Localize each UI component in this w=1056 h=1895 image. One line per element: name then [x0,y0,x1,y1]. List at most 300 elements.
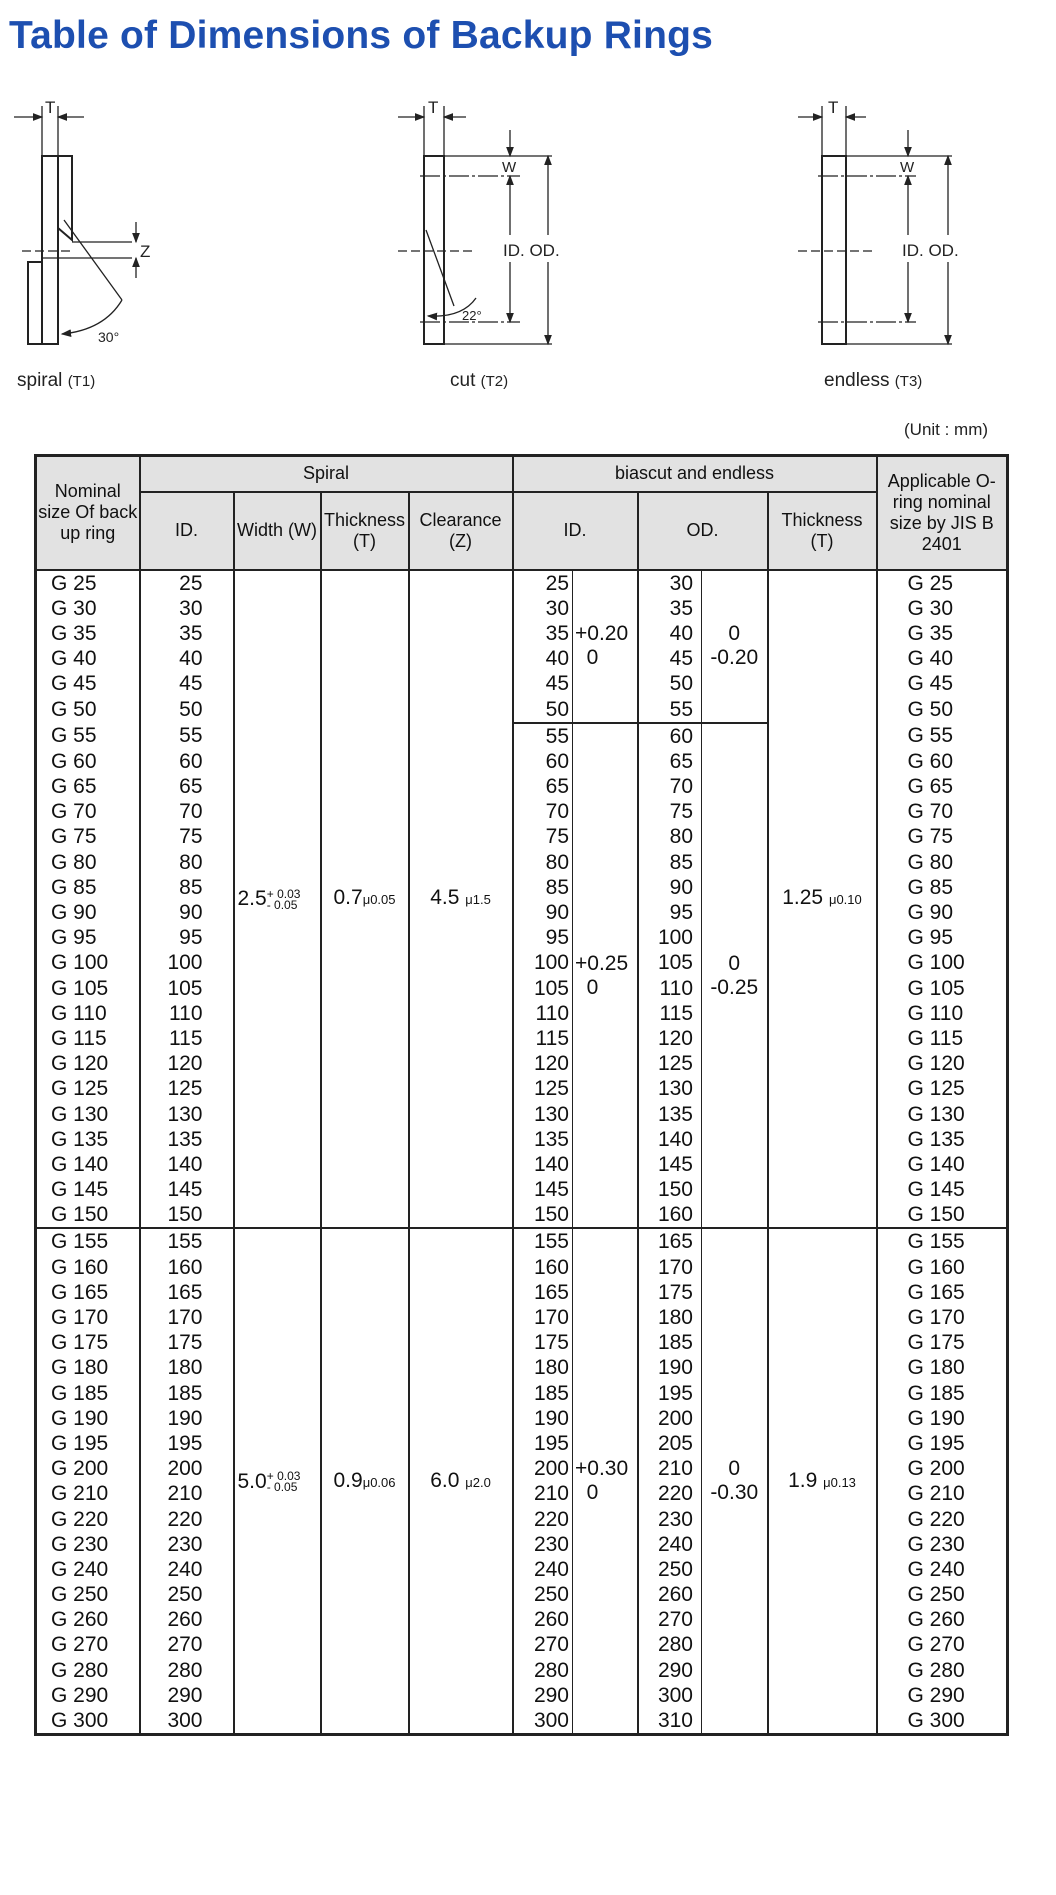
spiral-id-cell: 150 [140,1202,234,1228]
spiral-id-cell: 120 [140,1051,234,1076]
table-row [36,570,1008,596]
bias-id-cell: 100 [513,950,573,975]
bias-od-cell: 195 [638,1381,702,1406]
bias-od-cell: 100 [638,925,702,950]
nominal-size-cell: G 180 [36,1355,140,1380]
bias-id-cell: 160 [513,1255,573,1280]
bias-id-cell: 280 [513,1658,573,1683]
od-tolerance-cell [702,1228,768,1734]
z-label: Z [140,242,151,261]
bias-id-cell: 50 [513,696,573,722]
angle-label: 22° [462,308,482,323]
nominal-size-cell: G 80 [36,850,140,875]
spiral-id-cell: 170 [140,1305,234,1330]
value-part: 2.5 [237,887,267,911]
bias-od-cell: 190 [638,1355,702,1380]
oring-size-cell: G 70 [877,799,1008,824]
bias-id-cell: 80 [513,850,573,875]
backup-ring-dimensions-table [34,454,1009,1736]
width-tolerance [266,886,301,912]
nominal-size-cell: G 135 [36,1127,140,1152]
bias-od-cell: 200 [638,1406,702,1431]
id-od-label: ID. OD. [902,241,959,260]
nominal-size-cell: G 185 [36,1381,140,1406]
bias-id-cell: 190 [513,1406,573,1431]
bias-od-cell: 145 [638,1152,702,1177]
nominal-size-cell: G 165 [36,1280,140,1305]
oring-size-cell: G 180 [877,1355,1008,1380]
value-part: 1.25 [782,886,829,910]
oring-size-cell: G 40 [877,646,1008,671]
bias-od-cell: 55 [638,696,702,722]
oring-size-cell: G 60 [877,749,1008,774]
value-part: 4.5 [430,886,466,910]
oring-size-cell: G 80 [877,850,1008,875]
spiral-id-cell: 165 [140,1280,234,1305]
bias-id-cell: 40 [513,646,573,671]
bias-od-cell: 300 [638,1683,702,1708]
spiral-id-cell: 270 [140,1632,234,1657]
nominal-size-cell: G 65 [36,774,140,799]
bias-id-cell: 290 [513,1683,573,1708]
value-part: 0.9 [333,1468,363,1492]
oring-size-cell: G 240 [877,1557,1008,1582]
bias-id-cell: 270 [513,1632,573,1657]
bias-id-cell: 250 [513,1582,573,1607]
bias-id-cell: 90 [513,900,573,925]
nominal-size-cell: G 75 [36,824,140,849]
oring-size-cell: G 220 [877,1506,1008,1531]
value-part: +0.25 [575,951,629,975]
value-part: 0.03 [277,1469,301,1484]
spiral-id-cell: 35 [140,621,234,646]
bias-od-cell: 250 [638,1557,702,1582]
bias-od-cell: 185 [638,1330,702,1355]
nominal-size-cell: G 290 [36,1683,140,1708]
value-part: μ2.0 [465,1474,491,1490]
bias-id-cell: 75 [513,824,573,849]
bias-id-cell: 95 [513,925,573,950]
endless-diagram [798,106,952,344]
bias-od-cell: 120 [638,1026,702,1051]
spiral-id-cell: 30 [140,596,234,621]
oring-size-cell: G 120 [877,1051,1008,1076]
header-bias-id: ID. [513,492,638,570]
bias-thickness-cell [768,570,877,1229]
bias-od-cell: 110 [638,976,702,1001]
spiral-id-cell: 95 [140,925,234,950]
header-spiral: Spiral [140,456,513,492]
oring-size-cell: G 190 [877,1406,1008,1431]
value-part: +0.20 [575,622,629,646]
bias-id-cell: 35 [513,621,573,646]
bias-od-cell: 115 [638,1001,702,1026]
nominal-size-cell: G 50 [36,696,140,722]
oring-size-cell: G 135 [877,1127,1008,1152]
spiral-id-cell: 40 [140,646,234,671]
nominal-size-cell: G 35 [36,621,140,646]
bias-id-cell: 180 [513,1355,573,1380]
value-part: 0 [728,1457,741,1481]
bias-id-cell: 25 [513,570,573,596]
oring-size-cell: G 65 [877,774,1008,799]
bias-id-cell: 155 [513,1228,573,1254]
oring-size-cell: G 85 [877,875,1008,900]
oring-size-cell: G 260 [877,1607,1008,1632]
oring-size-cell: G 75 [877,824,1008,849]
nominal-size-cell: G 300 [36,1708,140,1735]
nominal-size-cell: G 30 [36,596,140,621]
bias-od-cell: 240 [638,1532,702,1557]
bias-id-cell: 145 [513,1177,573,1202]
spiral-id-cell: 85 [140,875,234,900]
od-tolerance-cell [702,723,768,1229]
id-od-label: ID. OD. [503,241,560,260]
spiral-id-cell: 220 [140,1506,234,1531]
nominal-size-cell: G 210 [36,1481,140,1506]
oring-size-cell: G 170 [877,1305,1008,1330]
bias-id-cell: 230 [513,1532,573,1557]
oring-size-cell: G 185 [877,1381,1008,1406]
spiral-id-cell: 55 [140,723,234,749]
bias-id-cell: 210 [513,1481,573,1506]
spiral-id-cell: 240 [140,1557,234,1582]
spiral-id-cell: 75 [140,824,234,849]
bias-id-cell: 140 [513,1152,573,1177]
clearance-cell [409,570,513,1229]
bias-id-cell: 200 [513,1456,573,1481]
value-part: 6.0 [430,1468,466,1492]
width-cell [234,1228,321,1734]
bias-id-cell: 115 [513,1026,573,1051]
bias-od-cell: 75 [638,799,702,824]
nominal-size-cell: G 270 [36,1632,140,1657]
oring-size-cell: G 210 [877,1481,1008,1506]
t-label: T [828,98,839,117]
bias-id-cell: 110 [513,1001,573,1026]
t-label: T [45,98,56,117]
spiral-id-cell: 50 [140,696,234,722]
spiral-id-cell: 190 [140,1406,234,1431]
header-spiral-id: ID. [140,492,234,570]
bias-id-cell: 85 [513,875,573,900]
header-clearance: Clearance (Z) [409,492,513,570]
page-title: Table of Dimensions of Backup Rings [9,14,714,57]
spiral-id-cell: 70 [140,799,234,824]
value-part: 0.03 [277,886,301,901]
nominal-size-cell: G 140 [36,1152,140,1177]
value-part: μ0.13 [823,1474,856,1490]
bias-id-cell: 105 [513,976,573,1001]
header-width: Width (W) [234,492,321,570]
spiral-id-cell: 90 [140,900,234,925]
value-part: -0.20 [710,646,759,670]
bias-od-cell: 30 [638,570,702,596]
endless-caption: endless (T3) [824,370,923,391]
value-part: 0.05 [274,897,298,912]
oring-size-cell: G 230 [877,1532,1008,1557]
nominal-size-cell: G 240 [36,1557,140,1582]
cut-caption: cut (T2) [450,370,509,391]
bias-od-cell: 130 [638,1076,702,1101]
spiral-id-cell: 115 [140,1026,234,1051]
spiral-id-cell: 175 [140,1330,234,1355]
oring-size-cell: G 55 [877,723,1008,749]
id-tolerance-cell [573,1228,638,1734]
nominal-size-cell: G 130 [36,1101,140,1126]
nominal-size-cell: G 85 [36,875,140,900]
bias-od-cell: 85 [638,850,702,875]
nominal-size-cell: G 160 [36,1255,140,1280]
bias-od-cell: 80 [638,824,702,849]
spiral-id-cell: 230 [140,1532,234,1557]
bias-id-cell: 185 [513,1381,573,1406]
od-tolerance-cell [702,570,768,723]
oring-size-cell: G 130 [877,1101,1008,1126]
bias-od-cell: 180 [638,1305,702,1330]
unit-label: (Unit : mm) [904,420,989,439]
bias-od-cell: 70 [638,774,702,799]
spiral-id-cell: 210 [140,1481,234,1506]
clearance-cell [409,1228,513,1734]
bias-od-cell: 65 [638,749,702,774]
oring-size-cell: G 150 [877,1202,1008,1228]
oring-size-cell: G 30 [877,596,1008,621]
spiral-id-cell: 110 [140,1001,234,1026]
table-body [36,570,1008,1735]
spiral-diagram [14,106,136,344]
oring-size-cell: G 160 [877,1255,1008,1280]
spiral-id-cell: 140 [140,1152,234,1177]
value-part: +0.30 [575,1457,629,1481]
bias-od-cell: 175 [638,1280,702,1305]
oring-size-cell: G 125 [877,1076,1008,1101]
value-part: 0 [586,975,599,999]
bias-id-cell: 65 [513,774,573,799]
bias-od-cell: 60 [638,723,702,749]
id-tolerance-cell [573,570,638,723]
bias-id-cell: 260 [513,1607,573,1632]
spiral-id-cell: 195 [140,1431,234,1456]
bias-od-cell: 220 [638,1481,702,1506]
nominal-size-cell: G 155 [36,1228,140,1254]
bias-od-cell: 50 [638,671,702,696]
oring-size-cell: G 300 [877,1708,1008,1735]
nominal-size-cell: G 150 [36,1202,140,1228]
spiral-id-cell: 80 [140,850,234,875]
header-biascut-endless: biascut and endless [513,456,877,492]
value-part: - [266,897,271,912]
oring-size-cell: G 155 [877,1228,1008,1254]
nominal-size-cell: G 190 [36,1406,140,1431]
oring-size-cell: G 250 [877,1582,1008,1607]
oring-size-cell: G 115 [877,1026,1008,1051]
spiral-id-cell: 130 [140,1101,234,1126]
bias-thickness-cell [768,1228,877,1734]
nominal-size-cell: G 220 [36,1506,140,1531]
nominal-size-cell: G 120 [36,1051,140,1076]
oring-size-cell: G 90 [877,900,1008,925]
nominal-size-cell: G 125 [36,1076,140,1101]
width-tolerance [267,1471,301,1493]
bias-od-cell: 205 [638,1431,702,1456]
oring-size-cell: G 110 [877,1001,1008,1026]
value-part: 0 [586,646,599,670]
bias-od-cell: 140 [638,1127,702,1152]
bias-id-cell: 170 [513,1305,573,1330]
spiral-id-cell: 160 [140,1255,234,1280]
oring-size-cell: G 100 [877,950,1008,975]
nominal-size-cell: G 175 [36,1330,140,1355]
w-label: W [900,159,915,176]
w-label: W [502,159,517,176]
value-part: μ0.06 [362,1474,396,1490]
oring-size-cell: G 45 [877,671,1008,696]
nominal-size-cell: G 25 [36,570,140,596]
bias-id-cell: 220 [513,1506,573,1531]
bias-od-cell: 150 [638,1177,702,1202]
bias-id-cell: 120 [513,1051,573,1076]
value-part: 0 [586,1481,599,1505]
nominal-size-cell: G 170 [36,1305,140,1330]
bias-od-cell: 170 [638,1255,702,1280]
spiral-id-cell: 200 [140,1456,234,1481]
oring-size-cell: G 145 [877,1177,1008,1202]
bias-id-cell: 195 [513,1431,573,1456]
bias-id-cell: 30 [513,596,573,621]
value-part: + [266,1469,274,1484]
nominal-size-cell: G 70 [36,799,140,824]
spiral-id-cell: 135 [140,1127,234,1152]
bias-od-cell: 125 [638,1051,702,1076]
oring-size-cell: G 105 [877,976,1008,1001]
angle-label: 30° [98,329,120,345]
nominal-size-cell: G 230 [36,1532,140,1557]
bias-id-cell: 135 [513,1127,573,1152]
oring-size-cell: G 175 [877,1330,1008,1355]
width-cell [234,570,321,1229]
value-part: 0.7 [333,886,363,910]
bias-id-cell: 130 [513,1101,573,1126]
spiral-id-cell: 250 [140,1582,234,1607]
oring-size-cell: G 165 [877,1280,1008,1305]
bias-id-cell: 45 [513,671,573,696]
oring-size-cell: G 270 [877,1632,1008,1657]
nominal-size-cell: G 90 [36,900,140,925]
value-part: 0 [728,951,741,975]
nominal-size-cell: G 110 [36,1001,140,1026]
oring-size-cell: G 290 [877,1683,1008,1708]
bias-id-cell: 240 [513,1557,573,1582]
bias-id-cell: 300 [513,1708,573,1735]
spiral-id-cell: 300 [140,1708,234,1735]
spiral-id-cell: 280 [140,1658,234,1683]
nominal-size-cell: G 115 [36,1026,140,1051]
spiral-id-cell: 180 [140,1355,234,1380]
nominal-size-cell: G 100 [36,950,140,975]
header-thickness: Thickness (T) [321,492,409,570]
oring-size-cell: G 95 [877,925,1008,950]
value-part: -0.30 [710,1481,759,1505]
bias-od-cell: 90 [638,875,702,900]
bias-od-cell: 165 [638,1228,702,1254]
bias-od-cell: 210 [638,1456,702,1481]
value-part: 1.9 [788,1468,824,1492]
bias-od-cell: 160 [638,1202,702,1228]
spiral-id-cell: 145 [140,1177,234,1202]
oring-size-cell: G 25 [877,570,1008,596]
value-part: 0.05 [274,1480,298,1495]
bias-od-cell: 230 [638,1506,702,1531]
t-label: T [428,98,439,117]
spiral-id-cell: 125 [140,1076,234,1101]
value-part: - [266,1480,271,1495]
bias-od-cell: 260 [638,1582,702,1607]
nominal-size-cell: G 95 [36,925,140,950]
spiral-id-cell: 260 [140,1607,234,1632]
spiral-id-cell: 100 [140,950,234,975]
id-tolerance-cell [573,723,638,1229]
nominal-size-cell: G 60 [36,749,140,774]
bias-id-cell: 55 [513,723,573,749]
header-nominal-size: Nominal size Of back up ring [36,456,140,570]
spiral-id-cell: 155 [140,1228,234,1254]
bias-od-cell: 45 [638,646,702,671]
nominal-size-cell: G 195 [36,1431,140,1456]
bias-od-cell: 270 [638,1607,702,1632]
oring-size-cell: G 35 [877,621,1008,646]
bias-od-cell: 310 [638,1708,702,1735]
bias-id-cell: 70 [513,799,573,824]
value-part: + [266,886,274,901]
header-bias-od: OD. [638,492,768,570]
thickness-cell [321,570,409,1229]
value-part: 5.0 [237,1469,267,1493]
bias-id-cell: 150 [513,1202,573,1228]
bias-id-cell: 125 [513,1076,573,1101]
nominal-size-cell: G 280 [36,1658,140,1683]
spiral-caption: spiral (T1) [17,370,96,391]
spiral-id-cell: 290 [140,1683,234,1708]
bias-od-cell: 40 [638,621,702,646]
header-bias-thickness: Thickness (T) [768,492,877,570]
nominal-size-cell: G 145 [36,1177,140,1202]
nominal-size-cell: G 105 [36,976,140,1001]
bias-od-cell: 95 [638,900,702,925]
oring-size-cell: G 195 [877,1431,1008,1456]
nominal-size-cell: G 55 [36,723,140,749]
value-part: μ1.5 [465,892,491,908]
bias-id-cell: 165 [513,1280,573,1305]
header-applicable-oring: Applicable O-ring nominal size by JIS B 2401 [877,456,1008,570]
table-row [36,1228,1008,1254]
bias-id-cell: 175 [513,1330,573,1355]
spiral-id-cell: 60 [140,749,234,774]
spiral-id-cell: 65 [140,774,234,799]
value-part: 0 [728,622,741,646]
bias-id-cell: 60 [513,749,573,774]
bias-od-cell: 105 [638,950,702,975]
spiral-id-cell: 185 [140,1381,234,1406]
nominal-size-cell: G 250 [36,1582,140,1607]
nominal-size-cell: G 200 [36,1456,140,1481]
bias-od-cell: 35 [638,596,702,621]
bias-od-cell: 135 [638,1101,702,1126]
value-part: -0.25 [710,975,759,999]
value-part: μ0.05 [362,892,396,908]
nominal-size-cell: G 45 [36,671,140,696]
thickness-cell [321,1228,409,1734]
